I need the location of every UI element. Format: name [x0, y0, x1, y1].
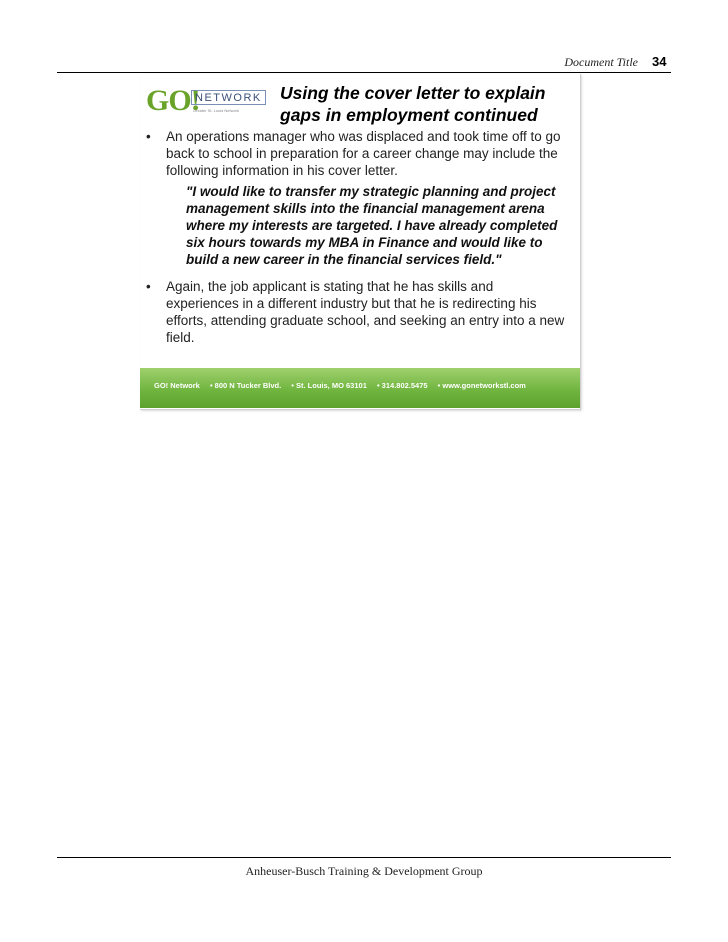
- go-network-logo: [146, 84, 266, 122]
- footer-website: • www.gonetworkstl.com: [437, 381, 526, 390]
- slide-footer-items: [154, 381, 581, 390]
- quote-text: "I would like to transfer my strategic planning and project management skills into the financial management arena where my interests are targeted. I have already completed six hours towards my MBA in Finance and would like to build a new career in the financial services field.": [186, 184, 558, 267]
- slide-title: Using the cover letter to explain gaps in employment continued: [280, 83, 546, 125]
- page-number: 34: [652, 54, 667, 69]
- page-footer: Anheuser-Busch Training & Development Group: [245, 864, 483, 878]
- bullet-item: [146, 278, 566, 346]
- header-rule: [57, 72, 671, 73]
- footer-city: • St. Louis, MO 63101: [291, 381, 367, 390]
- footer-address: • 800 N Tucker Blvd.: [209, 381, 282, 390]
- bullet-dot-icon: •: [146, 129, 151, 144]
- bullet-item: [146, 128, 566, 179]
- slide-bullets: [146, 128, 566, 346]
- logo-go-text: GO!: [146, 84, 200, 117]
- bullet-text-2: Again, the job applicant is stating that he has skills and experiences in a different industry but that he is redirecting his efforts, attending graduate school, and seeking an entry into a new field.: [166, 279, 565, 345]
- bottom-rule: [57, 857, 671, 858]
- slide-footer-bar: [140, 368, 580, 408]
- bullet-text-1: An operations manager who was displaced and took time off to go back to school in preparation for a career change may include the following information in his cover letter.: [166, 129, 561, 178]
- footer-phone: • 314.802.5475: [376, 381, 428, 390]
- logo-tagline: Greater St. Louis Network: [193, 108, 240, 113]
- bullet-dot-icon: •: [146, 279, 151, 294]
- slide: [140, 74, 581, 410]
- header-document-title: Document Title: [564, 55, 638, 69]
- footer-org: GO! Network: [154, 381, 200, 390]
- logo-network-text: NETWORK: [191, 90, 266, 105]
